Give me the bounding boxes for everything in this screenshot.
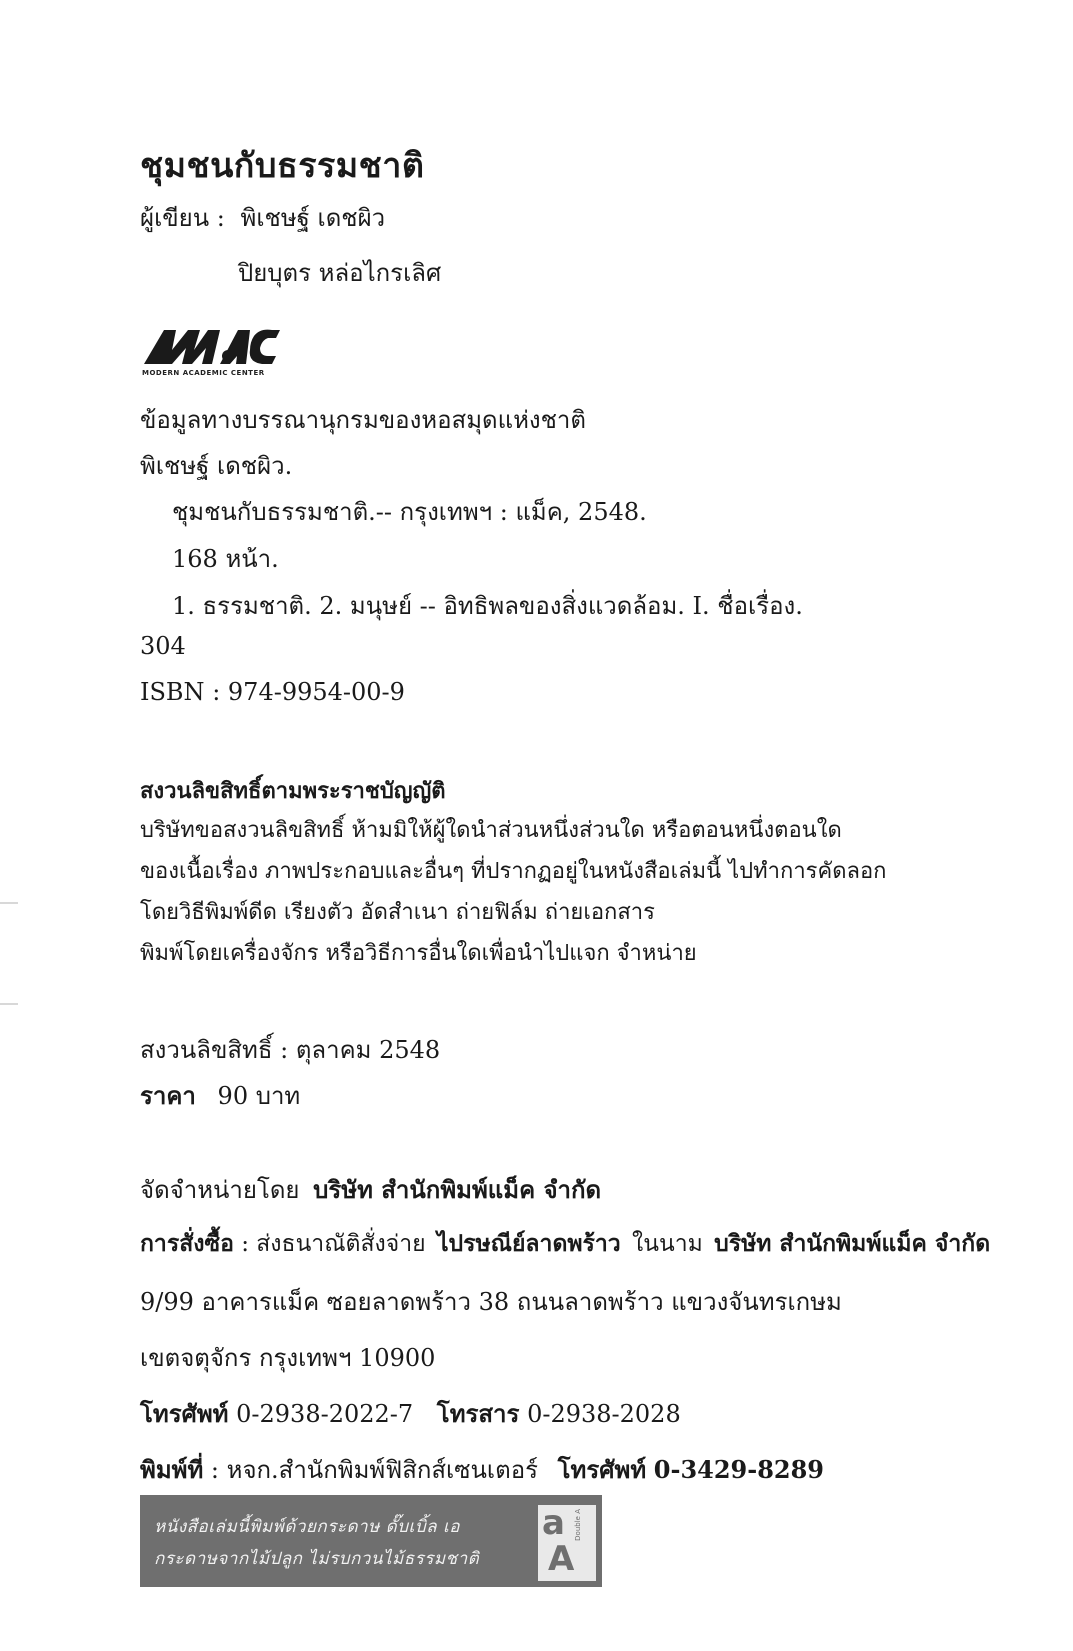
cataloging-author: พิเชษฐ์ เดชผิว. — [140, 452, 293, 480]
price-line — [140, 1076, 300, 1115]
publisher-logo — [142, 322, 282, 380]
printer-phone-label: โทรศัพท์ — [557, 1455, 647, 1484]
banner-line-1: หนังสือเล่มนี้พิมพ์ด้วยกระดาษ ดั๊บเบิ้ล เอ — [154, 1517, 460, 1537]
printer-label: พิมพ์ที่ — [140, 1455, 204, 1484]
cataloging-pages: 168 หน้า. — [172, 545, 279, 573]
author-name-2: ปิยบุตร หล่อไกรเลิศ — [238, 259, 442, 287]
double-a-label: Double A — [574, 1509, 582, 1541]
cataloging-subjects: 1. ธรรมชาติ. 2. มนุษย์ -- อิทธิพลของสิ่งแวดล้อม. I. ชื่อเรื่อง. — [172, 592, 803, 620]
address-line-2: เขตจตุจักร กรุงเทพฯ 10900 — [140, 1344, 436, 1372]
price-value: 90 บาท — [217, 1082, 301, 1110]
address-line-1: 9/99 อาคารแม็ค ซอยลาดพร้าว 38 ถนนลาดพร้าว แขวงจันทรเกษม — [140, 1288, 842, 1316]
book-title: ชุมชนกับธรรมชาติ — [140, 146, 425, 186]
scan-edge-mark — [0, 1003, 18, 1005]
fax-label: โทรสาร — [436, 1399, 520, 1428]
order-company: บริษัท สำนักพิมพ์แม็ค จำกัด — [714, 1230, 991, 1257]
copyright-line: โดยวิธีพิมพ์ดีด เรียงตัว อัดสำเนา ถ่ายฟิล์ม ถ่ายเอกสาร — [140, 900, 655, 925]
printer-value: : หจก.สำนักพิมพ์ฟิสิกส์เซนเตอร์ — [210, 1456, 539, 1484]
printer-line — [140, 1450, 824, 1489]
mac-logo-icon — [142, 322, 282, 368]
cataloging-heading: ข้อมูลทางบรรณานุกรมของหอสมุดแห่งชาติ — [140, 406, 586, 434]
author-line — [140, 198, 385, 237]
copyright-line: บริษัทขอสงวนลิขสิทธิ์ ห้ามมิให้ผู้ใดนำส่วนหนึ่งส่วนใด หรือตอนหนึ่งตอนใด — [140, 818, 842, 843]
phone-label: โทรศัพท์ — [140, 1399, 229, 1428]
contact-line — [140, 1394, 681, 1433]
fax-value: 0-2938-2028 — [527, 1400, 681, 1428]
scan-edge-mark — [0, 902, 18, 904]
isbn: ISBN : 974-9954-00-9 — [140, 678, 405, 706]
order-post-office: ไปรษณีย์ลาดพร้าว — [436, 1230, 621, 1257]
double-a-logo — [538, 1505, 596, 1581]
cataloging-class-number: 304 — [140, 632, 186, 660]
order-label: การสั่งซื้อ — [140, 1230, 234, 1257]
phone-value: 0-2938-2022-7 — [236, 1400, 414, 1428]
double-a-upper-a: A — [548, 1539, 575, 1579]
author-name-1: พิเชษฐ์ เดชผิว — [240, 204, 386, 232]
copyright-heading: สงวนลิขสิทธิ์ตามพระราชบัญญัติ — [140, 778, 446, 804]
logo-subtitle: MODERN ACADEMIC CENTER — [142, 369, 265, 377]
order-line — [140, 1226, 990, 1262]
order-name-prefix: ในนาม — [632, 1231, 703, 1257]
distributor-line — [140, 1170, 601, 1209]
banner-line-2: กระดาษจากไม้ปลูก ไม่รบกวนไม้ธรรมชาติ — [154, 1549, 480, 1569]
copyright-line: ของเนื้อเรื่อง ภาพประกอบและอื่นๆ ที่ปรากฏอยู่ในหนังสือเล่มนี้ ไปทำการคัดลอก — [140, 859, 887, 884]
double-a-lower-a: a — [542, 1503, 565, 1543]
distributor-prefix: จัดจำหน่ายโดย — [140, 1176, 300, 1204]
printer-phone-value: 0-3429-8289 — [653, 1455, 824, 1484]
copyright-line: พิมพ์โดยเครื่องจักร หรือวิธีการอื่นใดเพื่อนำไปแจก จำหน่าย — [140, 941, 697, 966]
paper-banner — [140, 1495, 602, 1587]
price-label: ราคา — [140, 1081, 196, 1110]
order-text: : ส่งธนาณัติสั่งจ่าย — [241, 1231, 426, 1257]
author-label: ผู้เขียน : — [140, 204, 225, 232]
cataloging-title: ชุมชนกับธรรมชาติ.-- กรุงเทพฯ : แม็ค, 2548. — [172, 498, 647, 526]
copyright-date: สงวนลิขสิทธิ์ : ตุลาคม 2548 — [140, 1036, 441, 1064]
distributor-company: บริษัท สำนักพิมพ์แม็ค จำกัด — [313, 1175, 602, 1204]
